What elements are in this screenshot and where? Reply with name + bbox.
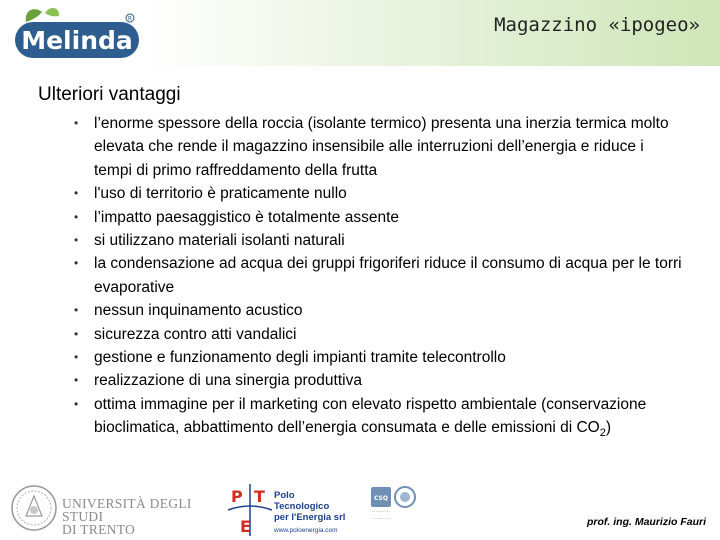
melinda-wordmark: Melinda bbox=[21, 26, 133, 55]
melinda-logo bbox=[12, 4, 142, 62]
university-seal-icon bbox=[10, 484, 58, 532]
pte-line-1: Polo bbox=[274, 490, 295, 501]
certification-fine-print: ·········· ·········· bbox=[372, 509, 391, 522]
list-item: • l'uso di territorio è praticamente nullo bbox=[74, 182, 684, 205]
svg-text:CSQ: CSQ bbox=[374, 495, 388, 502]
unitn-logo bbox=[10, 484, 210, 537]
list-item: • l’enorme spessore della roccia (isolante termico) presenta una inerzia termica molto elevata che rende il magazzino insensibile alle interruzioni dell’energia e riduce i tempi di primo raffreddamento della frutta bbox=[74, 112, 684, 182]
pte-logo bbox=[228, 484, 272, 536]
list-item-co2 bbox=[74, 393, 684, 446]
pte-letter-e: E bbox=[240, 517, 251, 536]
list-item: • la condensazione ad acqua dei gruppi frigoriferi riduce il consumo di acqua per le torri evaporative bbox=[74, 252, 684, 299]
pte-letter-t: T bbox=[254, 487, 265, 506]
list-item: • realizzazione di una sinergia produttiva bbox=[74, 369, 684, 392]
slide-title: Magazzino «ipogeo» bbox=[494, 14, 700, 36]
pte-line-2: Tecnologico bbox=[274, 501, 330, 512]
header-bar bbox=[0, 0, 720, 66]
list-item: • nessun inquinamento acustico bbox=[74, 299, 684, 322]
author-credit: prof. ing. Maurizio Fauri bbox=[587, 516, 706, 528]
list-item: • sicurezza contro atti vandalici bbox=[74, 323, 684, 346]
svg-text:R: R bbox=[127, 15, 133, 23]
co2-text: ottima immagine per il marketing con elevato rispetto ambientale (conservazione bioclimatica, abbattimento dell’energia consumata e delle emissioni di CO bbox=[94, 395, 647, 437]
university-line-2: DI TRENTO bbox=[62, 522, 136, 537]
pte-website: www.poloenergia.com bbox=[274, 527, 338, 534]
co2-suffix: ) bbox=[605, 419, 612, 437]
certification-badge-icon bbox=[370, 486, 418, 508]
advantages-list bbox=[74, 112, 684, 446]
pte-letter-p: P bbox=[231, 487, 243, 506]
pte-logo-block bbox=[228, 484, 368, 536]
university-name bbox=[62, 497, 210, 536]
co2-subscript: 2 bbox=[599, 427, 606, 440]
list-item: • l’impatto paesaggistico è totalmente assente bbox=[74, 206, 684, 229]
section-heading: Ulteriori vantaggi bbox=[38, 84, 181, 105]
pte-line-3: per l'Energia srl bbox=[274, 512, 346, 523]
pte-name bbox=[274, 490, 345, 523]
certification-marks bbox=[370, 486, 440, 526]
list-item: • gestione e funzionamento degli impianti tramite telecontrollo bbox=[74, 346, 684, 369]
university-line-1: UNIVERSITÀ DEGLI STUDI bbox=[62, 496, 192, 524]
list-item: • si utilizzano materiali isolanti naturali bbox=[74, 229, 684, 252]
